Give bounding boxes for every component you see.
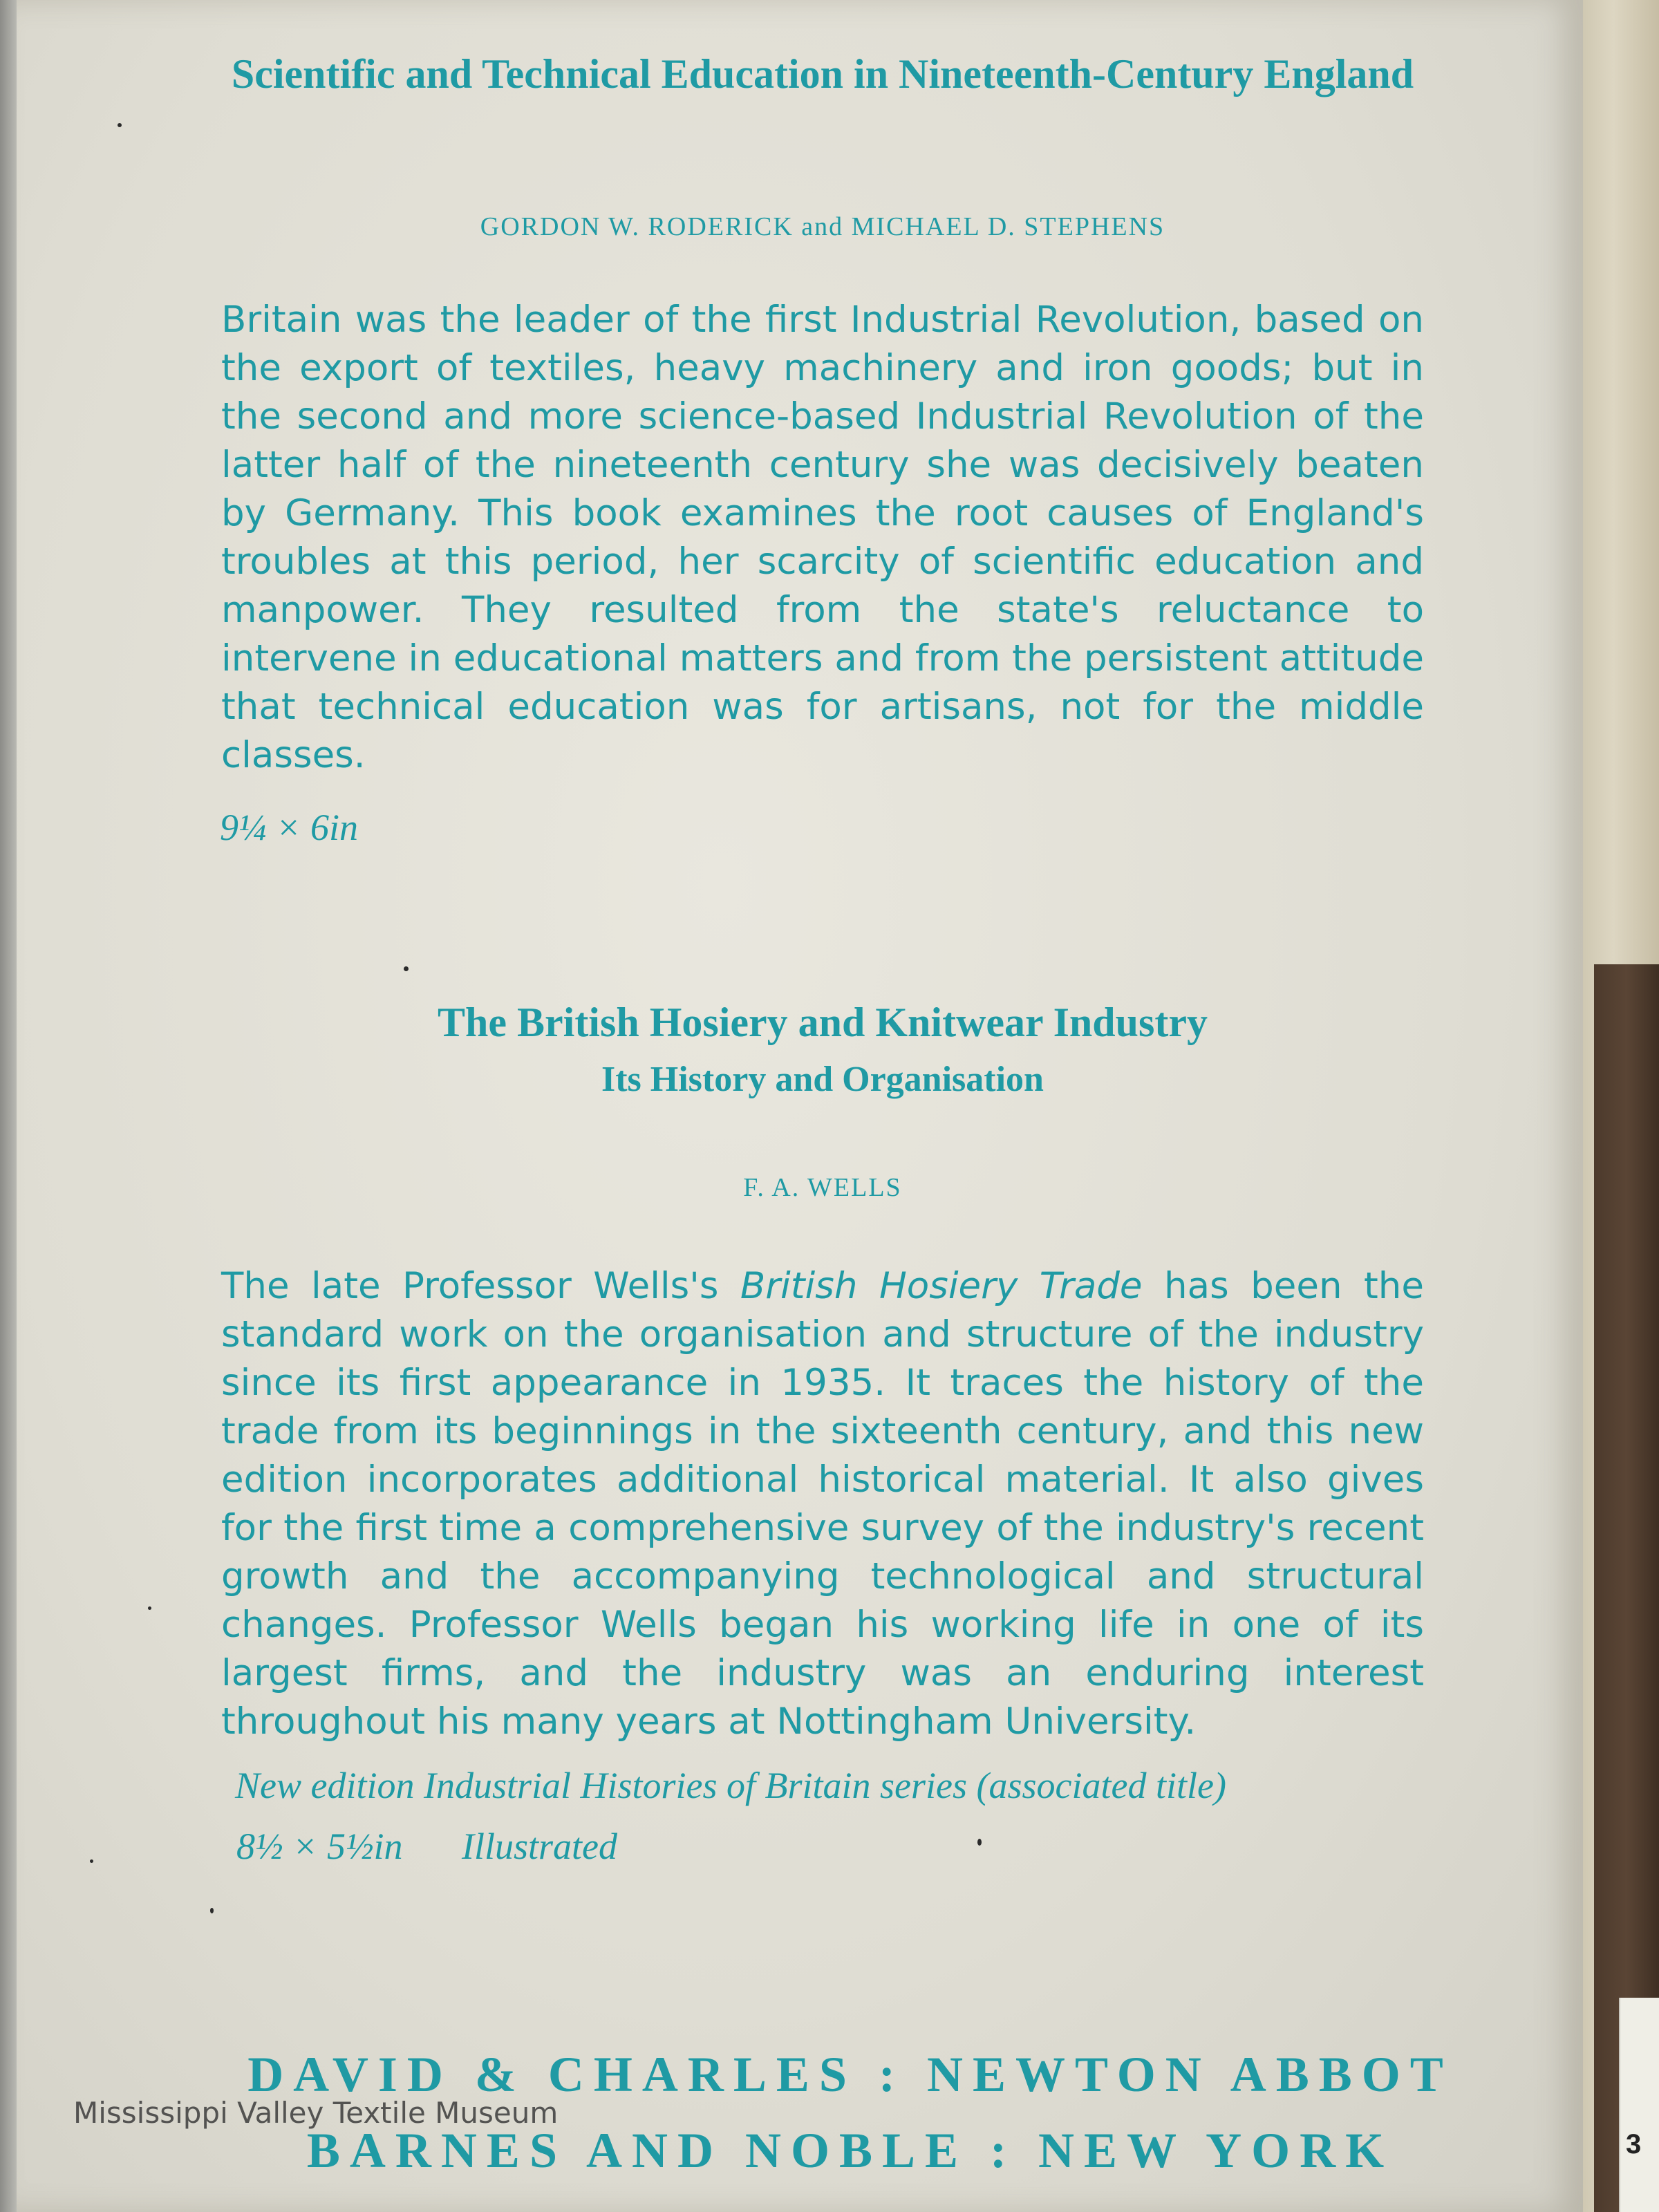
library-spine-label <box>1619 1998 1659 2212</box>
publisher-line-2: BARNES AND NOBLE : NEW YORK <box>306 2123 1394 2178</box>
publisher-line-1: DAVID & CHARLES : NEWTON ABBOT <box>247 2047 1453 2102</box>
spine-label-number: 3 <box>1626 2129 1642 2159</box>
book2-description <box>221 1262 1424 1746</box>
dust-speck <box>210 1908 214 1913</box>
dust-speck <box>148 1606 151 1610</box>
dust-speck <box>118 123 122 127</box>
museum-watermark: Mississippi Valley Textile Museum <box>73 2096 559 2130</box>
book1-title: Scientific and Technical Education in Nineteenth-Century England <box>231 51 1414 97</box>
dust-speck <box>90 1859 93 1863</box>
book2-illustrated: Illustrated <box>462 1826 617 1867</box>
book2-series-note: New edition Industrial Histories of Britain series (associated title) <box>235 1765 1226 1806</box>
book2-description-italic-title: British Hosiery Trade <box>740 1265 1143 1307</box>
book2-dimensions: 8½ × 5½in <box>236 1826 403 1867</box>
book2-description-rest: has been the standard work on the organisation and structure of the industry since its first appearance in 1935. It traces the history of the trade from its beginnings in the sixteenth century, and this new edition incorporates additional historical material. It also gives for the first time a comprehensive survey of the industry's recent growth and the accompanying technological and structural changes. Professor Wells began his working life in one of its largest firms, and the industry was an enduring interest throughout his many years at Nottingham University. <box>221 1265 1424 1743</box>
book2-description-start: The late Professor Wells's <box>221 1265 740 1307</box>
book2-title: The British Hosiery and Knitwear Industry <box>437 1000 1208 1045</box>
book1-description: Britain was the leader of the first Industrial Revolution, based on the export of textiles, heavy machinery and iron goods; but in the second and more science-based Industrial Revolution of the latter half of the nineteenth century she was decisively beaten by Germany. This book examines the root causes of England's troubles at this period, her scarcity of scientific education and manpower. They resulted from the state's reluctance to intervene in educational matters and from the persistent attitude that technical education was for artisans, not for the middle classes. <box>221 299 1424 776</box>
book1-authors: GORDON W. RODERICK and MICHAEL D. STEPHENS <box>480 212 1165 241</box>
cover-left-edge <box>0 0 17 2212</box>
book2-subtitle: Its History and Organisation <box>601 1060 1044 1099</box>
dust-speck <box>977 1839 982 1846</box>
dust-speck <box>404 966 409 971</box>
book1-dimensions: 9¼ × 6in <box>220 807 358 848</box>
book2-author: F. A. WELLS <box>743 1173 902 1202</box>
